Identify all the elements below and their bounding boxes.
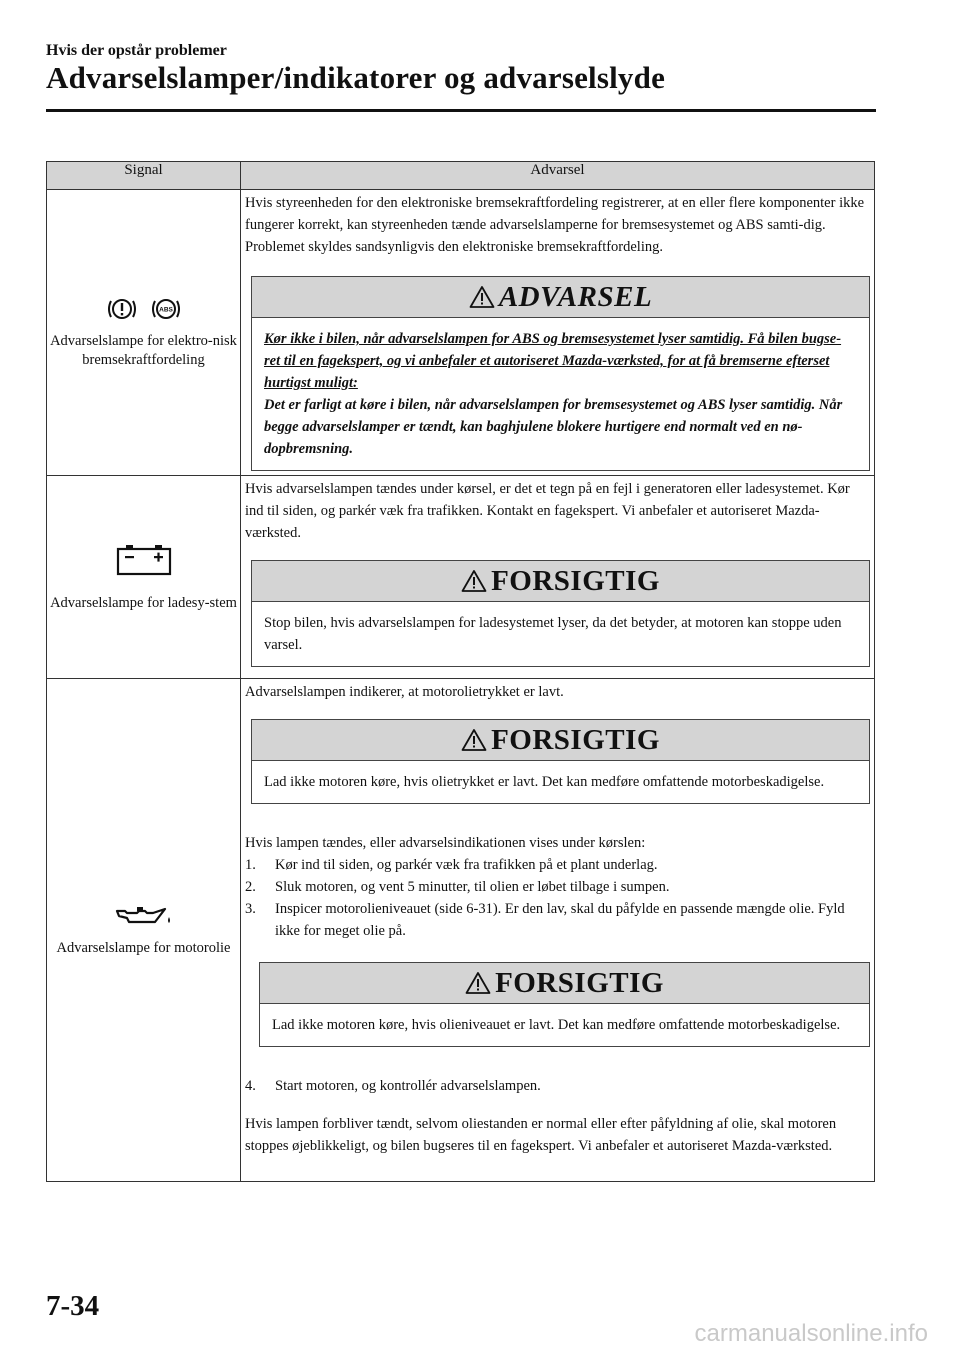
caution-box xyxy=(259,962,870,1047)
table-header-row xyxy=(47,162,875,190)
list-item: 3. Inspicer motorolieniveauet (side 6-31). Er den lav, skal du påfylde en passende mængde olie. Fyld ikke for meget olie på. xyxy=(245,901,845,939)
warning-underlined-text: Kør ikke i bilen, når advarselslampen for ABS og bremsesystemet lyser samtidig. Få bilen bugse-ret til en fagekspert, og vi anbefaler et autoriseret Mazda-værksted, for at få bremserne efterset hurtigst muligt: xyxy=(264,331,842,391)
signal-label: Advarselslampe for motorolie xyxy=(56,939,231,956)
advarsel-intro: Advarselslampen indikerer, at motorolietrykket er lavt. xyxy=(245,684,564,700)
caution-box xyxy=(251,560,870,667)
warning-text: Det er farligt at køre i bilen, når advarselslampen for bremsesystemet og ABS lyser samtidig. Når begge advarselslamper er tændt, kan baghjulene blokere hurtigere end normalt ved en nø-dopbremsning. xyxy=(264,397,843,457)
warning-box-header xyxy=(252,277,869,318)
battery-icon xyxy=(115,542,173,582)
list-item: 2. Sluk motoren, og vent 5 minutter, til olien er løbet tilbage i sumpen. xyxy=(245,879,670,895)
watermark: carmanualsonline.info xyxy=(694,1320,928,1347)
caution-box-header xyxy=(260,963,869,1004)
oil-can-icon xyxy=(113,903,175,935)
caution-box-title: FORSIGTIG xyxy=(491,565,660,597)
steps-intro: Hvis lampen tændes, eller advarselsindikationen vises under kørslen: xyxy=(245,835,646,851)
caution-box-body: Lad ikke motoren køre, hvis olieniveauet er lavt. Det kan medføre omfattende motorbeskadigelse. xyxy=(272,1017,841,1033)
caution-box xyxy=(251,719,870,804)
advarsel-intro: Hvis styreenheden for den elektroniske bremsekraftfordeling registrerer, at en eller flere komponenter ikke fungerer korrekt, kan styreenheden tænde advarselslamperne for bremsesystemet og ABS samti-dig. Problemet skyldes sandsynligvis den elektroniske bremsekraftfordeling. xyxy=(245,195,865,255)
column-header-signal: Signal xyxy=(47,162,241,190)
signal-cell xyxy=(47,190,241,476)
signal-cell xyxy=(47,476,241,679)
warning-triangle-icon xyxy=(465,971,491,995)
caution-box-body: Lad ikke motoren køre, hvis olietrykket er lavt. Det kan medføre omfattende motorbeskadigelse. xyxy=(264,774,825,790)
section-label: Hvis der opstår problemer xyxy=(46,42,227,59)
warning-lamp-table xyxy=(46,161,875,1182)
signal-label: Advarselslampe for ladesy-stem xyxy=(50,594,237,611)
table-row xyxy=(47,679,875,1182)
caution-box-title: FORSIGTIG xyxy=(495,967,664,999)
advarsel-intro: Hvis advarselslampen tændes under kørsel, er det et tegn på en fejl i generatoren eller ladesystemet. Kør ind til siden, og parkér væk fra trafikken. Kontakt en fagekspert. Vi anbefaler et autoriseret Mazda-værksted. xyxy=(245,481,850,541)
table-row xyxy=(47,190,875,476)
list-item: 1. Kør ind til siden, og parkér væk fra trafikken på et plant underlag. xyxy=(245,857,658,873)
caution-box-header xyxy=(252,561,869,602)
warning-box-title: ADVARSEL xyxy=(498,281,653,313)
title-divider xyxy=(46,109,876,112)
warning-triangle-icon xyxy=(461,728,487,752)
caution-box-title: FORSIGTIG xyxy=(491,724,660,756)
advarsel-cell xyxy=(241,476,875,679)
table-row xyxy=(47,476,875,679)
signal-icons xyxy=(49,542,238,582)
caution-box-body: Stop bilen, hvis advarselslampen for ladesystemet lyser, da det betyder, at motoren kan stoppe uden varsel. xyxy=(264,615,842,653)
steps-list xyxy=(245,1075,870,1097)
advarsel-cell xyxy=(241,190,875,476)
signal-icons xyxy=(49,296,238,328)
advarsel-outro: Hvis lampen forbliver tændt, selvom oliestanden er normal eller efter påfyldning af olie, skal motoren stoppes øjeblikkeligt, og bilen bugseres til en fagekspert. Vi anbefaler et autoriseret Mazda-værksted. xyxy=(245,1116,837,1154)
svg-text:ABS: ABS xyxy=(158,306,173,313)
signal-label: Advarselslampe for elektro-nisk bremsekraftfordeling xyxy=(50,332,237,368)
advarsel-cell xyxy=(241,679,875,1182)
signal-icons xyxy=(49,903,238,935)
caution-box-header xyxy=(252,720,869,761)
warning-box xyxy=(251,276,870,471)
brake-warning-icon xyxy=(106,296,138,328)
list-item: 4. Start motoren, og kontrollér advarselslampen. xyxy=(245,1078,541,1094)
page-number: 7-34 xyxy=(46,1290,100,1322)
abs-icon xyxy=(150,296,182,328)
warning-triangle-icon xyxy=(469,285,495,309)
page-title: Advarselslamper/indikatorer og advarselslyde xyxy=(46,60,666,95)
warning-triangle-icon xyxy=(461,569,487,593)
steps-list xyxy=(245,854,870,942)
column-header-advarsel: Advarsel xyxy=(241,162,875,190)
signal-cell xyxy=(47,679,241,1182)
warning-box-body xyxy=(252,318,869,470)
